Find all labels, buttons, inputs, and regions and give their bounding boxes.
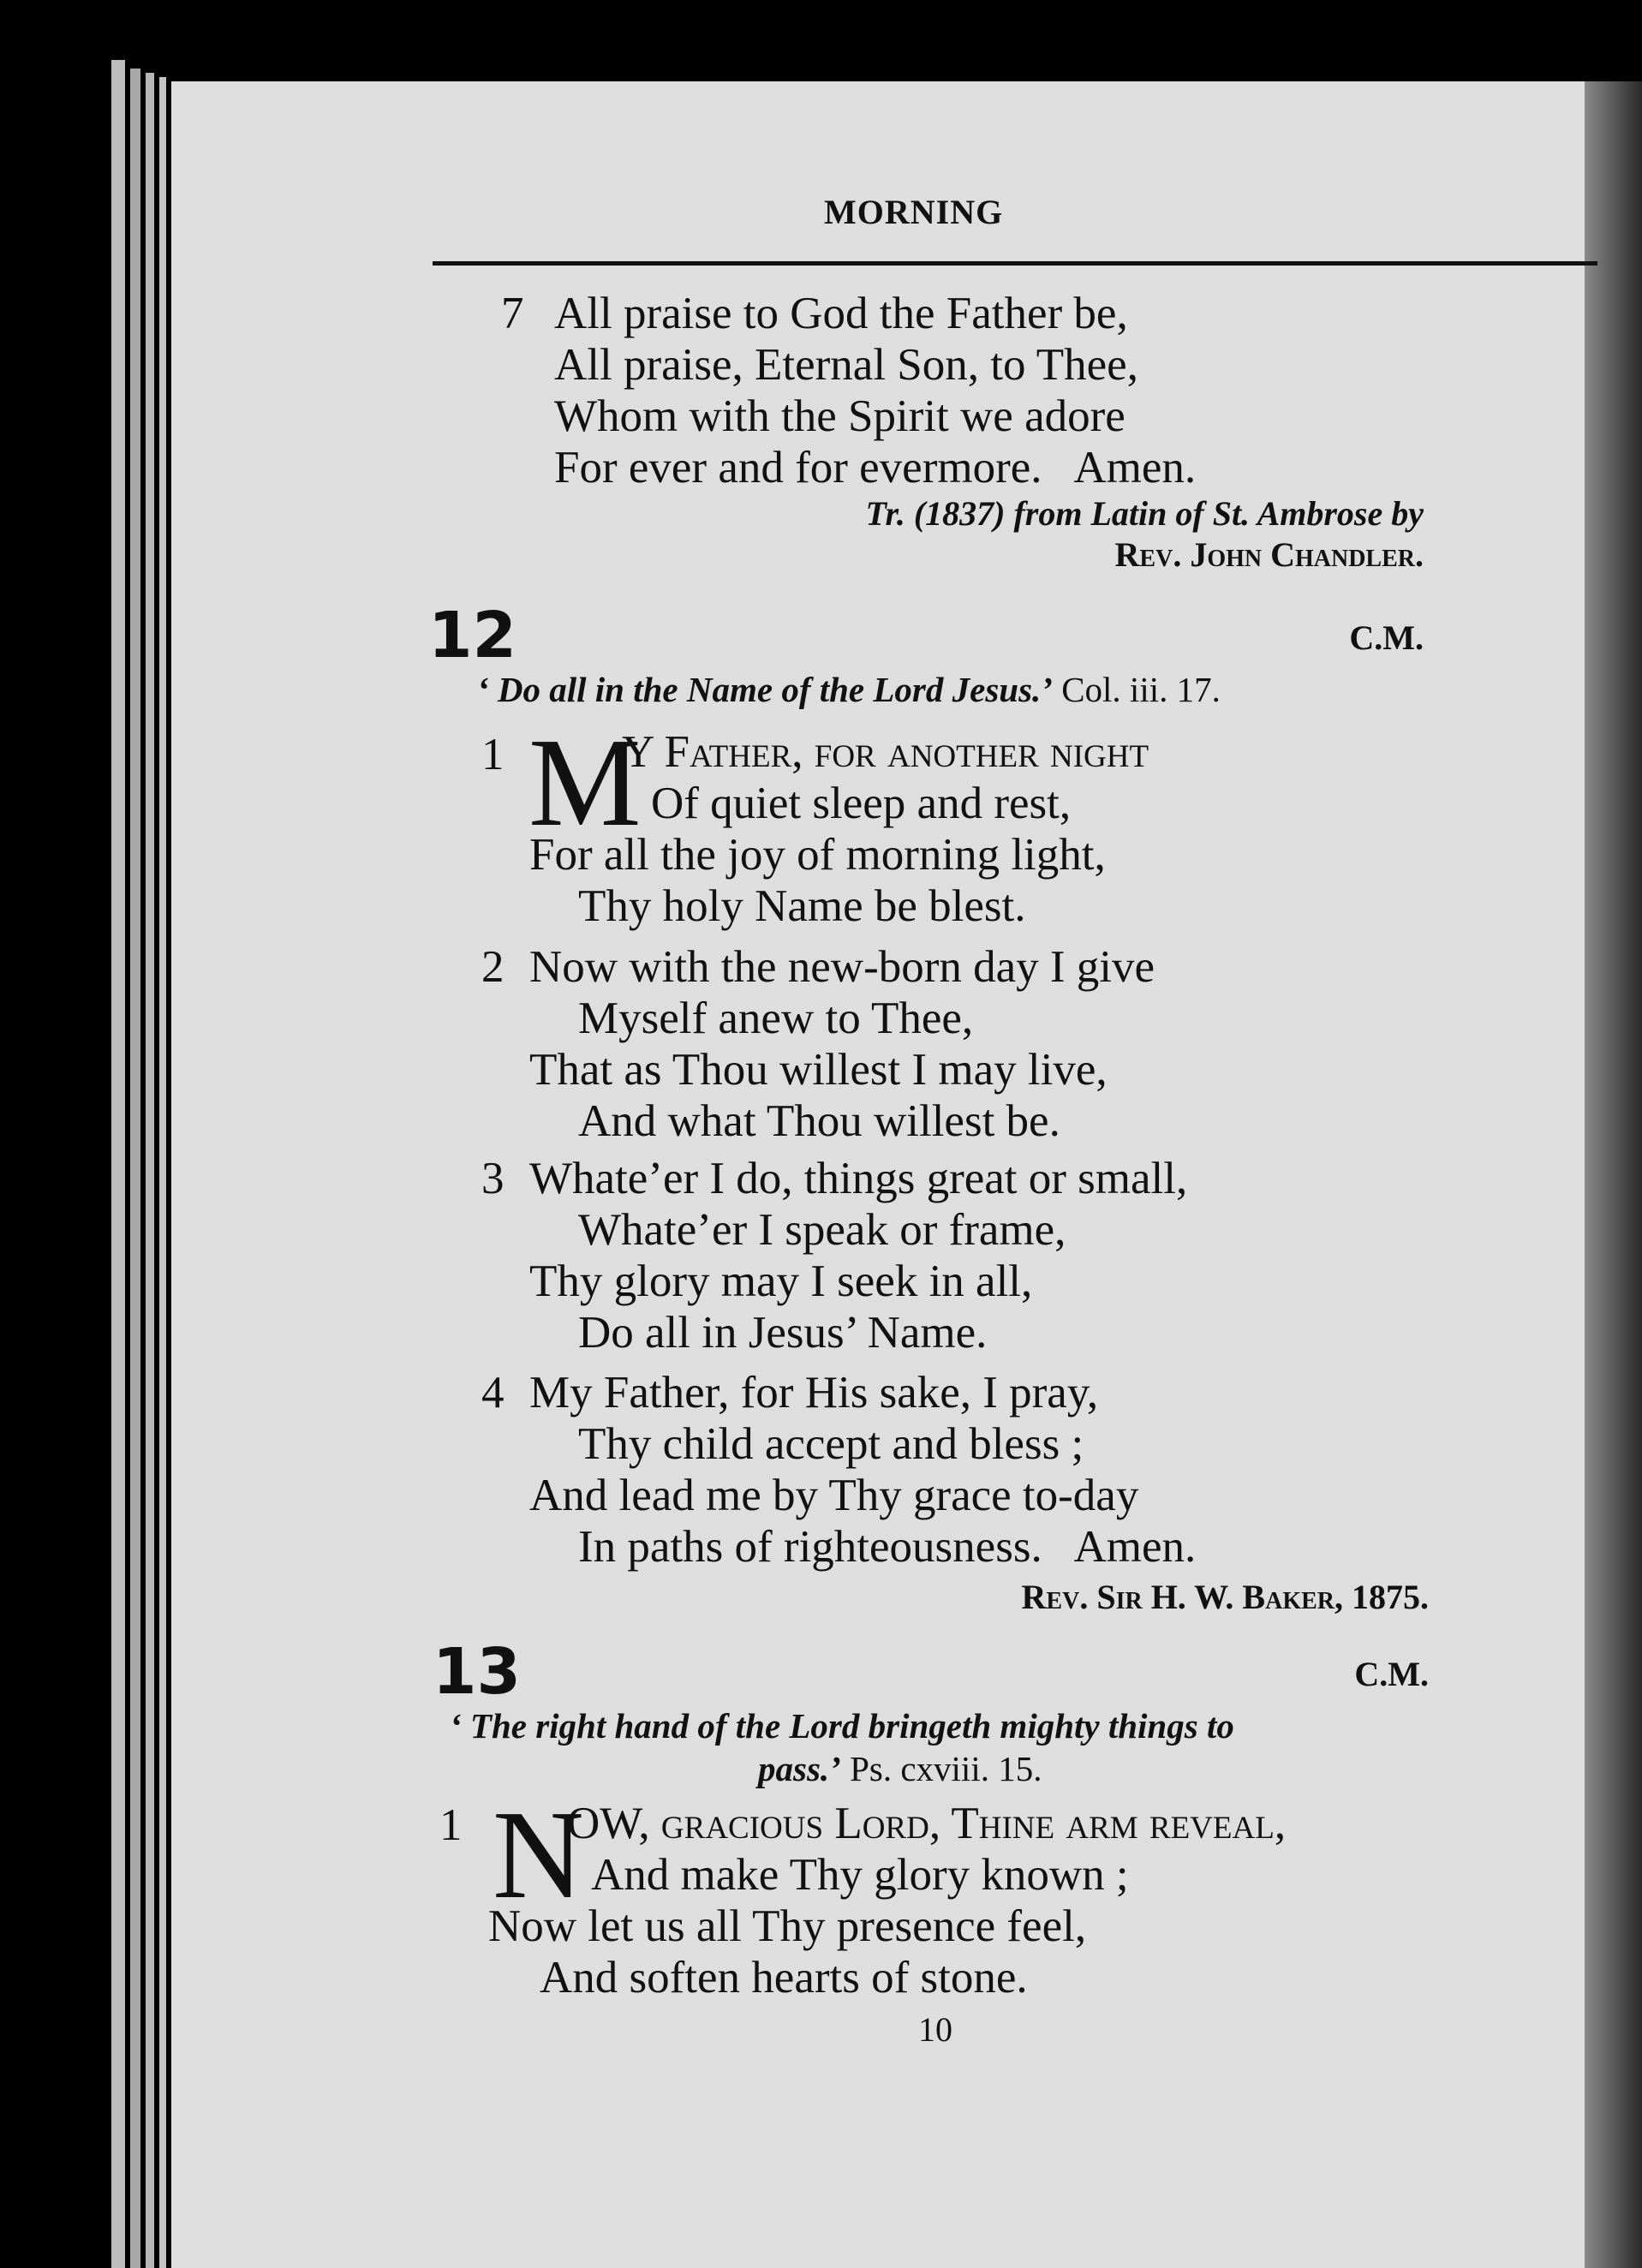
verse-line: All praise, Eternal Son, to Thee,: [554, 340, 1138, 390]
verse-line: Whate’er I speak or frame,: [578, 1205, 1066, 1255]
book-edge-2: [130, 69, 140, 2268]
verse-line: Thy holy Name be blest.: [578, 881, 1026, 931]
drop-cap: M: [528, 713, 642, 853]
page-shadow: [1585, 81, 1642, 2268]
verse-number: 1: [439, 1800, 463, 1850]
verse-line: Of quiet sleep and rest,: [651, 779, 1072, 828]
verse-number: 3: [481, 1154, 505, 1203]
verse-line: And what Thou willest be.: [578, 1096, 1060, 1146]
verse-line: Y Father, for another night: [622, 727, 1149, 777]
verse-line: That as Thou willest I may live,: [529, 1045, 1108, 1095]
motto-text: ‘ Do all in the Name of the Lord Jesus.’: [477, 670, 1053, 709]
running-header: MORNING: [824, 193, 1004, 231]
verse-line: In paths of righteousness. Amen.: [578, 1522, 1197, 1572]
verse-number: 4: [481, 1368, 505, 1418]
verse-line: My Father, for His sake, I pray,: [529, 1368, 1099, 1418]
verse-line: Now let us all Thy presence feel,: [488, 1901, 1087, 1951]
header-rule: [433, 261, 1597, 266]
author-attribution: Rev. John Chandler.: [1114, 535, 1424, 574]
verse-line: OW, gracious Lord, Thine arm reveal,: [567, 1799, 1287, 1848]
author-attribution: Rev. Sir H. W. Baker, 1875.: [1021, 1578, 1429, 1616]
verse-line: Thy child accept and bless ;: [578, 1419, 1084, 1469]
verse-number: 1: [481, 730, 505, 779]
book-edge-4: [159, 77, 166, 2268]
hymn-motto: [477, 672, 1221, 707]
verse-number: 2: [481, 942, 505, 992]
book-edge-3: [146, 73, 154, 2268]
drop-cap: N: [493, 1785, 584, 1925]
verse-line: Do all in Jesus’ Name.: [578, 1308, 988, 1358]
verse-line: And lead me by Thy grace to-day: [529, 1471, 1139, 1520]
verse-line: Whate’er I do, things great or small,: [529, 1154, 1188, 1203]
verse-number: 7: [501, 289, 524, 338]
book-edge-1: [111, 60, 125, 2268]
verse-line: For ever and for evermore. Amen.: [554, 443, 1197, 492]
motto-reference: Ps. cxviii. 15.: [850, 1749, 1042, 1788]
verse-line: And soften hearts of stone.: [540, 1953, 1028, 2002]
hymn-meter: C.M.: [1349, 618, 1424, 657]
motto-text: ‘ The right hand of the Lord bringeth mighty things to: [450, 1706, 1234, 1746]
book-page: [171, 81, 1585, 2268]
translator-attribution: Tr. (1837) from Latin of St. Ambrose by: [865, 494, 1424, 533]
verse-line: Now with the new-born day I give: [529, 942, 1155, 992]
hymn-meter: C.M.: [1354, 1655, 1429, 1693]
verse-line: Thy glory may I seek in all,: [529, 1256, 1033, 1306]
hymn-number: 13: [433, 1635, 521, 1709]
verse-line: All praise to God the Father be,: [554, 289, 1128, 338]
verse-line: For all the joy of morning light,: [529, 830, 1106, 880]
verse-line: Myself anew to Thee,: [578, 994, 974, 1043]
hymn-motto: [450, 1706, 1234, 1746]
hymn-number: 12: [428, 599, 516, 672]
motto-text: pass.’: [758, 1749, 841, 1788]
hymn-motto-continued: [758, 1749, 1042, 1788]
motto-reference: Col. iii. 17.: [1061, 670, 1221, 709]
verse-line: And make Thy glory known ;: [591, 1850, 1129, 1900]
page-number: 10: [918, 2010, 952, 2049]
verse-line: Whom with the Spirit we adore: [554, 391, 1126, 441]
